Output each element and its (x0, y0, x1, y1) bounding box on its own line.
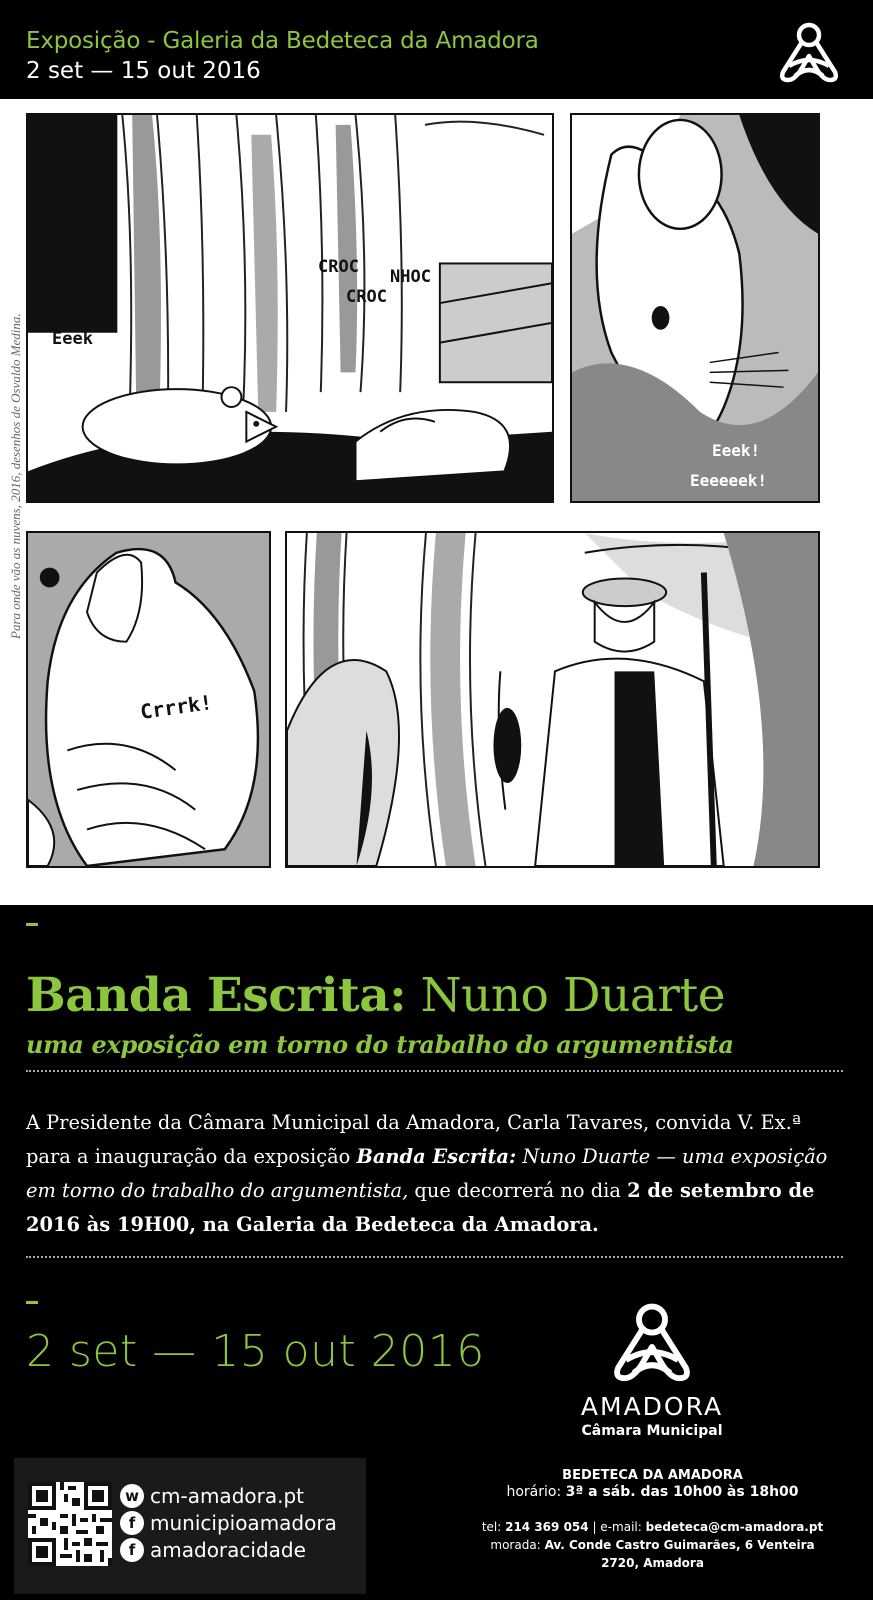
comic-illustration (0, 99, 873, 905)
title-bold: Banda Escrita: (26, 968, 407, 1023)
opening-hours: horário: 3ª a sáb. das 10h00 às 18h00 (506, 1484, 799, 1500)
address: Av. Conde Castro Guimarães, 6 Venteira (544, 1538, 815, 1552)
amadora-logo-icon (775, 20, 843, 86)
amadora-mark-icon (607, 1300, 697, 1386)
org-name: BEDETECA DA AMADORA (562, 1468, 743, 1483)
invitation-text: A Presidente da Câmara Municipal da Amadora, Carla Tavares, convida V. Ex.ª para a inauguração da exposição Banda Escrita: Nuno Duarte — uma exposição em torno do trabalho do argumentista, que decorrerá no dia 2 de setembro de 2016 às 19H00, na Galeria da Bedeteca da Amadora. (26, 1111, 828, 1236)
comic-panel-3 (26, 531, 271, 868)
facebook-icon: f (120, 1511, 144, 1535)
header-dates: 2 set — 15 out 2016 (26, 58, 261, 84)
sfx-croc-1: CROC (318, 257, 359, 277)
exhibition-title (26, 968, 725, 1023)
divider-dash-2 (26, 1301, 38, 1304)
brand-name: AMADORA (580, 1392, 724, 1421)
sfx-nhoc: NHOC (390, 267, 431, 287)
phone-number[interactable]: 214 369 054 (505, 1520, 589, 1534)
exhibition-subtitle: uma exposição em torno do trabalho do argumentista (26, 1030, 734, 1059)
comic-panel-1 (26, 113, 554, 503)
address-city: 2720, Amadora (601, 1556, 704, 1570)
exhibition-dates: 2 set — 15 out 2016 (26, 1326, 485, 1377)
contact-details: tel: 214 369 054 | e-mail: bedeteca@cm-amadora.pt morada: Av. Conde Castro Guimarães, 6 Venteira 2720, Amadora (481, 1520, 824, 1570)
social-text-cidade: amadoracidade (150, 1537, 306, 1562)
facebook-icon: f (120, 1538, 144, 1562)
dotted-divider-2 (26, 1256, 843, 1258)
sfx-crrrk: Crrrk! (138, 690, 214, 724)
brand-subtitle: Câmara Municipal (581, 1423, 723, 1439)
divider-dash-1 (26, 923, 38, 926)
amadora-brand (560, 1300, 744, 1439)
panel-2-drawing (572, 115, 818, 501)
social-link-facebook-cidade[interactable] (120, 1536, 337, 1563)
illustration-credit: Para onde vão as nuvens, 2016, desenhos de Osvaldo Medina. (8, 313, 23, 639)
comic-panel-2 (570, 113, 820, 503)
sfx-croc-2: CROC (346, 287, 387, 307)
header (0, 0, 873, 99)
social-link-web[interactable] (120, 1482, 337, 1509)
dotted-divider-1 (26, 1070, 843, 1072)
social-links (120, 1482, 337, 1563)
web-icon: w (120, 1484, 144, 1508)
sfx-eeek: Eeek (52, 329, 93, 349)
header-venue: Exposição - Galeria da Bedeteca da Amadora (26, 28, 539, 54)
social-text-web: cm-amadora.pt (150, 1483, 304, 1508)
bedeteca-info (470, 1468, 835, 1572)
sfx-eeeeeek: Eeeeeek! (690, 471, 768, 490)
comic-panel-4 (285, 531, 820, 868)
panel-4-drawing (287, 533, 818, 866)
title-name: Nuno Duarte (420, 968, 726, 1023)
qr-code-icon[interactable] (28, 1482, 112, 1566)
contacts-box (14, 1458, 366, 1594)
social-text-municipio: municipioamadora (150, 1510, 337, 1535)
sfx-eeek-2: Eeek! (712, 441, 761, 460)
panel-1-drawing (28, 115, 552, 501)
email-link[interactable]: bedeteca@cm-amadora.pt (645, 1520, 824, 1534)
social-link-facebook-municipio[interactable] (120, 1509, 337, 1536)
